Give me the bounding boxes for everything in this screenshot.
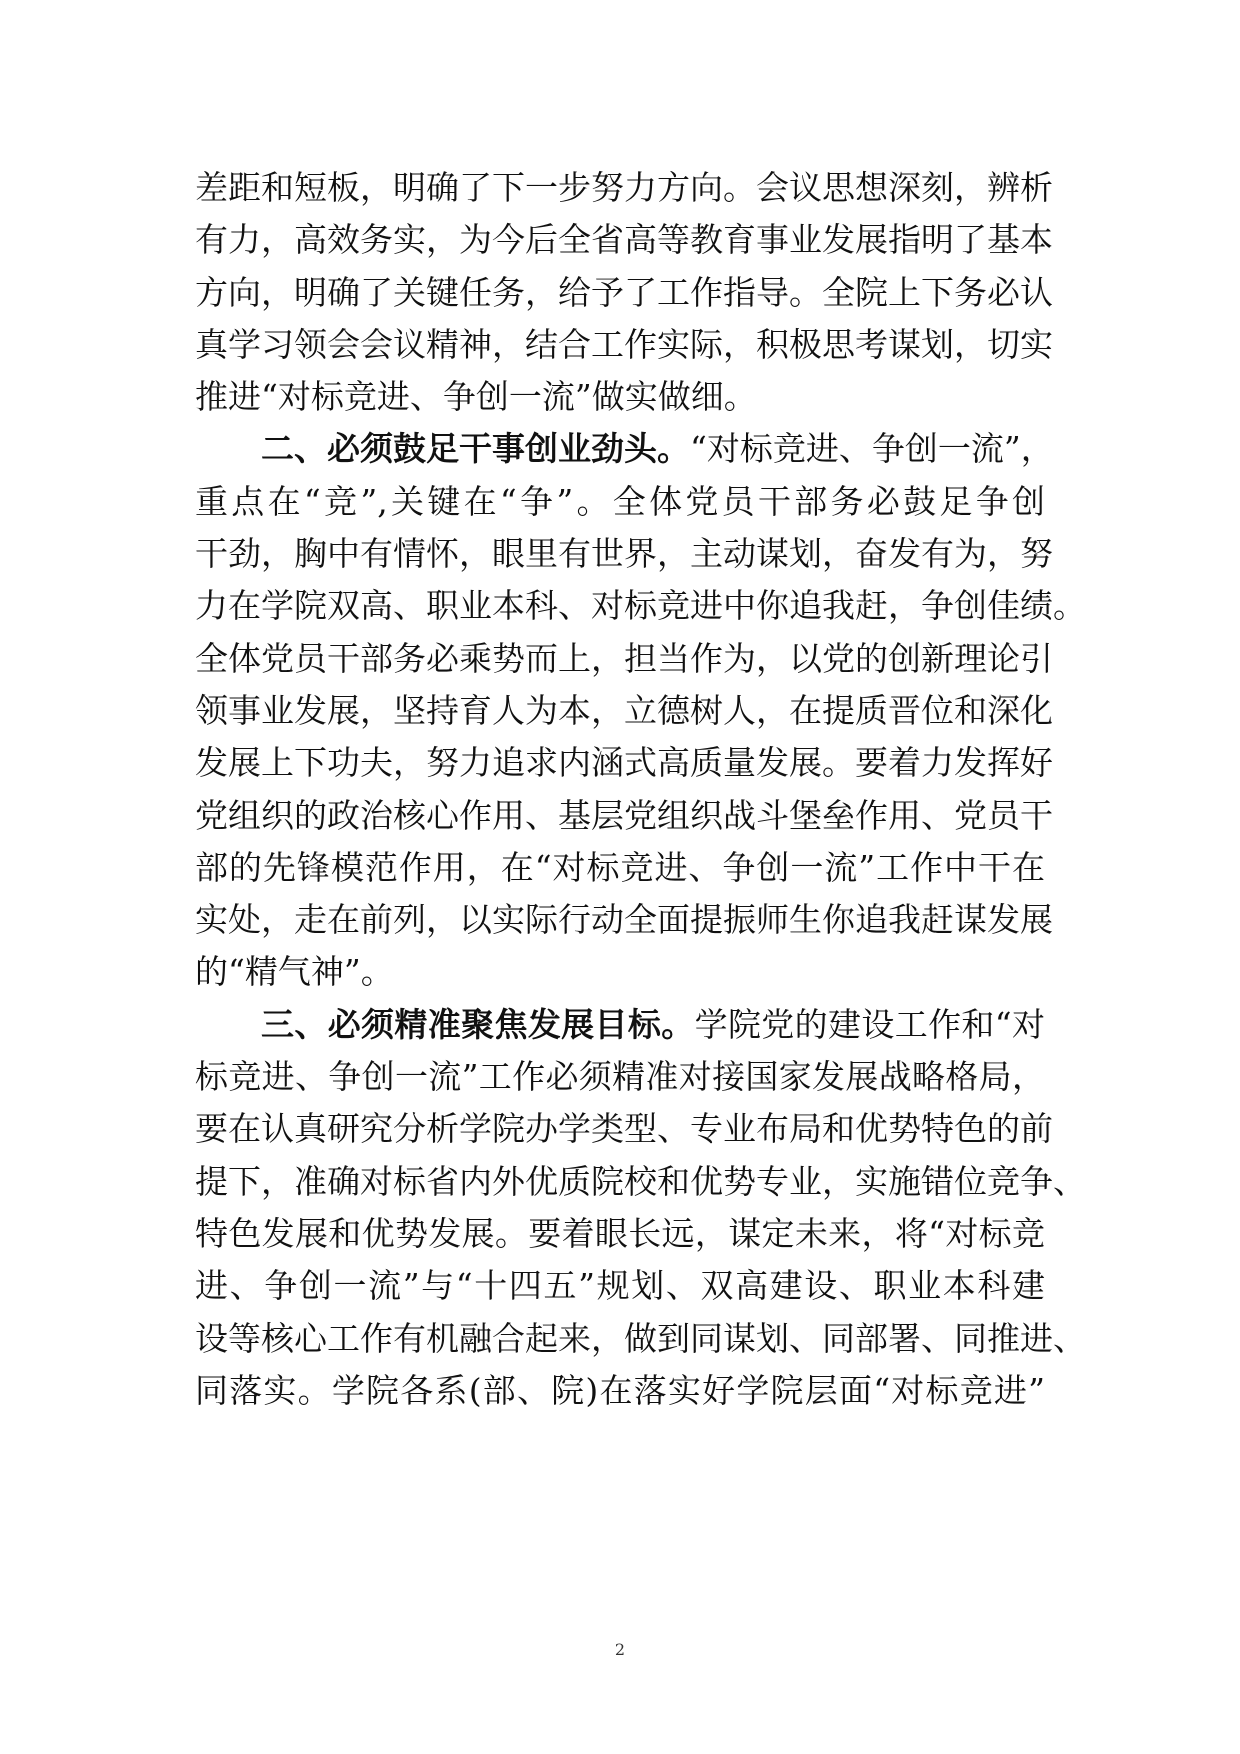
text-span: “对标竞进、争创一流”， — [690, 429, 1054, 469]
text-line: 真学习领会会议精神，结合工作实际，积极思考谋划，切实 — [195, 324, 1053, 364]
section-heading: 三、必须精准聚焦发展目标。 — [261, 1004, 695, 1044]
text-line: 重点在“竞”,关键在“争”。全体党员干部务必鼓足争创 — [195, 481, 1045, 521]
text-line: 方向，明确了关键任务，给予了工作指导。全院上下务必认 — [195, 272, 1053, 312]
text-line: 实处，走在前列，以实际行动全面提振师生你追我赶谋发展 — [195, 900, 1053, 940]
text-span: 学院党的建设工作和“对 — [694, 1004, 1045, 1044]
text-line: 进、争创一流”与“十四五”规划、双高建设、职业本科建 — [195, 1266, 1045, 1306]
text-line: 要在认真研究分析学院办学类型、专业布局和优势特色的前 — [195, 1109, 1053, 1149]
paragraph-section-three — [195, 999, 1086, 1417]
text-line: 提下，准确对标省内外优质院校和优势专业，实施错位竞争、 — [195, 1161, 1086, 1201]
text-line: 有力，高效务实，为今后全省高等教育事业发展指明了基本 — [195, 220, 1053, 260]
paragraph-section-two — [195, 423, 1086, 998]
text-line: 领事业发展，坚持育人为本，立德树人，在提质晋位和深化 — [195, 690, 1053, 730]
text-line — [195, 423, 1054, 475]
text-line: 发展上下功夫，努力追求内涵式高质量发展。要着力发挥好 — [195, 743, 1053, 783]
text-line: 设等核心工作有机融合起来，做到同谋划、同部署、同推进、 — [195, 1318, 1086, 1358]
document-body — [195, 162, 1086, 1417]
text-line: 特色发展和优势发展。要着眼长远，谋定未来，将“对标竞 — [195, 1213, 1045, 1253]
page-number: 2 — [614, 1640, 626, 1659]
text-line: 差距和短板，明确了下一步努力方向。会议思想深刻，辨析 — [195, 168, 1053, 207]
text-line: 标竞进、争创一流”工作必须精准对接国家发展战略格局， — [195, 1057, 1045, 1097]
text-line: 同落实。学院各系(部、院)在落实好学院层面“对标竞进” — [195, 1370, 1045, 1410]
text-line: 力在学院双高、职业本科、对标竞进中你追我赶，争创佳绩。 — [195, 586, 1086, 626]
text-line: 的“精气神”。 — [195, 952, 394, 992]
text-line: 全体党员干部务必乘势而上，担当作为，以党的创新理论引 — [195, 638, 1053, 678]
text-line: 党组织的政治核心作用、基层党组织战斗堡垒作用、党员干 — [195, 795, 1053, 835]
paragraph-continuation — [195, 162, 1053, 423]
text-line: 干劲，胸中有情怀，眼里有世界，主动谋划，奋发有为，努 — [195, 534, 1053, 574]
section-heading: 二、必须鼓足干事创业劲头。 — [261, 429, 690, 469]
text-line: 部的先锋模范作用，在“对标竞进、争创一流”工作中干在 — [195, 847, 1045, 887]
text-line: 推进“对标竞进、争创一流”做实做细。 — [195, 377, 757, 417]
text-line — [195, 999, 1045, 1051]
